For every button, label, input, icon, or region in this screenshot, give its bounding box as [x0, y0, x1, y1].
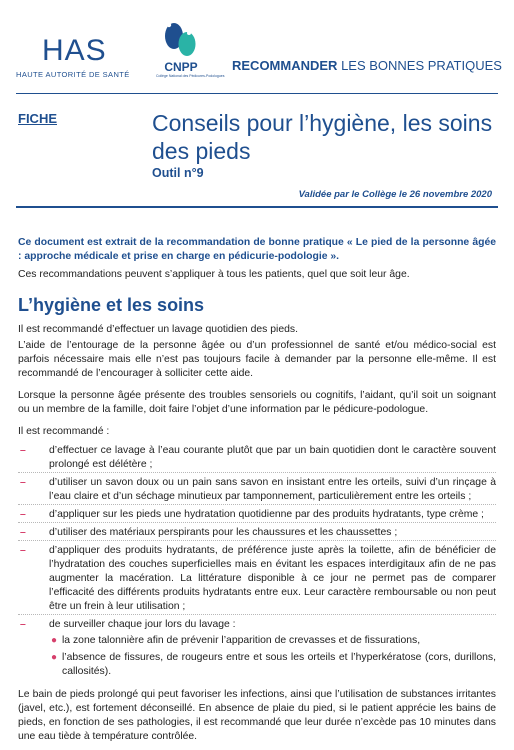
list-item	[18, 618, 496, 679]
header-divider	[16, 93, 498, 94]
title-divider	[16, 206, 498, 208]
tool-number: Outil n°9	[152, 166, 204, 180]
cnpp-logo-text: CNPP	[164, 60, 198, 74]
dot-bullet-icon: ●	[51, 652, 58, 663]
list-item	[18, 476, 496, 505]
paragraph-3: Lorsque la personne âgée présente des troubles sensoriels ou cognitifs, l’aidant, qu’il soit un soignant ou un membre de la famille, doit faire l’objet d’une information par le pédicure-podologue.	[18, 390, 496, 415]
list-item-text: d’utiliser un savon doux ou un pain sans savon en insistant entre les orteils, suivi d’un rinçage à l’eau claire et d’un séchage minutieux par tamponnement, particulièrement entre les orteils ;	[49, 477, 496, 502]
sub-list-item-text: la zone talonnière afin de prévenir l’apparition de crevasses et de fissurations,	[62, 635, 421, 646]
has-logo-subtitle: HAUTE AUTORITÉ DE SANTÉ	[16, 70, 130, 79]
intro-bold-paragraph: Ce document est extrait de la recommandation de bonne pratique « Le pied de la personne âgée : approche médicale et prise en charge en pédicurie-podologie ».	[18, 237, 496, 262]
list-item-text: d’effectuer ce lavage à l’eau courante plutôt que par un bain quotidien dont le caractère souvent prolongé est délétère ;	[49, 445, 496, 470]
recommendation-list	[18, 444, 496, 682]
section-heading: L’hygiène et les soins	[18, 295, 205, 315]
sub-list-item	[49, 634, 496, 648]
paragraph-4: Il est recommandé :	[18, 426, 110, 437]
list-item	[18, 544, 496, 615]
footprints-icon	[156, 22, 206, 60]
fiche-label: FICHE	[18, 111, 57, 126]
document-header	[0, 0, 514, 100]
validation-date: Validée par le Collège le 26 novembre 2020	[298, 189, 492, 200]
dash-bullet-icon: –	[20, 445, 26, 456]
header-tagline-bold: RECOMMANDER	[232, 58, 338, 73]
dash-bullet-icon: –	[20, 545, 26, 556]
cnpp-logo	[156, 22, 225, 86]
dash-bullet-icon: –	[20, 509, 26, 520]
dot-bullet-icon: ●	[51, 635, 58, 646]
header-tagline-rest: LES BONNES PRATIQUES	[337, 58, 502, 73]
sub-list	[49, 634, 496, 679]
list-item-text: d’appliquer des produits hydratants, de préférence juste après la toilette, afin de bénéficier de l’hydratation des couches superficielles mais en évitant les espaces interdigitaux afin de ne pas augmenter la macération. La littérature disponible à ce jour ne permet pas de comparer l’efficacité des différents produits hydratants entre eux. Leur caractère remboursable ou non peut être un frein à leur utilisation ;	[49, 545, 496, 612]
has-logo	[16, 34, 136, 84]
list-item	[18, 508, 496, 523]
dash-bullet-icon: –	[20, 527, 26, 538]
list-item-text: de surveiller chaque jour lors du lavage :	[49, 619, 236, 630]
sub-list-item-text: l’absence de fissures, de rougeurs entre et sous les orteils et l’hyperkératose (cors, durillons, callosités).	[62, 652, 496, 677]
list-item-text: d’appliquer sur les pieds une hydratation quotidienne par des produits hydratants, type crème ;	[49, 509, 484, 520]
dash-bullet-icon: –	[20, 619, 26, 630]
page-title: Conseils pour l’hygiène, les soins des pieds	[152, 110, 493, 164]
intro-paragraph: Ces recommandations peuvent s’appliquer à tous les patients, quel que soit leur âge.	[18, 269, 410, 280]
has-logo-letters: HAS	[42, 34, 107, 67]
sub-list-item	[49, 651, 496, 679]
paragraph-1: Il est recommandé d’effectuer un lavage quotidien des pieds.	[18, 324, 298, 335]
paragraph-2: L’aide de l’entourage de la personne âgée ou d’un professionnel de santé et/ou médico-social est parfois nécessaire mais elle n’est pas toujours facile à demander par la personne elle-même. Il est recommandé de l’encourager à solliciter cette aide.	[18, 340, 496, 379]
list-item-text: d’utiliser des matériaux perspirants pour les chaussures et les chaussettes ;	[49, 527, 398, 538]
dash-bullet-icon: –	[20, 477, 26, 488]
header-tagline	[232, 58, 502, 73]
list-item	[18, 444, 496, 473]
list-item	[18, 526, 496, 541]
cnpp-logo-subtitle: Collège National des Pédicures-Podologues	[156, 74, 225, 78]
closing-paragraph: Le bain de pieds prolongé qui peut favoriser les infections, ainsi que l’utilisation de substances irritantes (javel, etc.), est fortement déconseillé. En absence de plaie du pied, si le patient apprécie les bains de pieds, en fonction de ses pathologies, il est recommandé que leur durée n’excède pas 10 minutes dans une eau tiède à température contrôlée.	[18, 689, 496, 742]
